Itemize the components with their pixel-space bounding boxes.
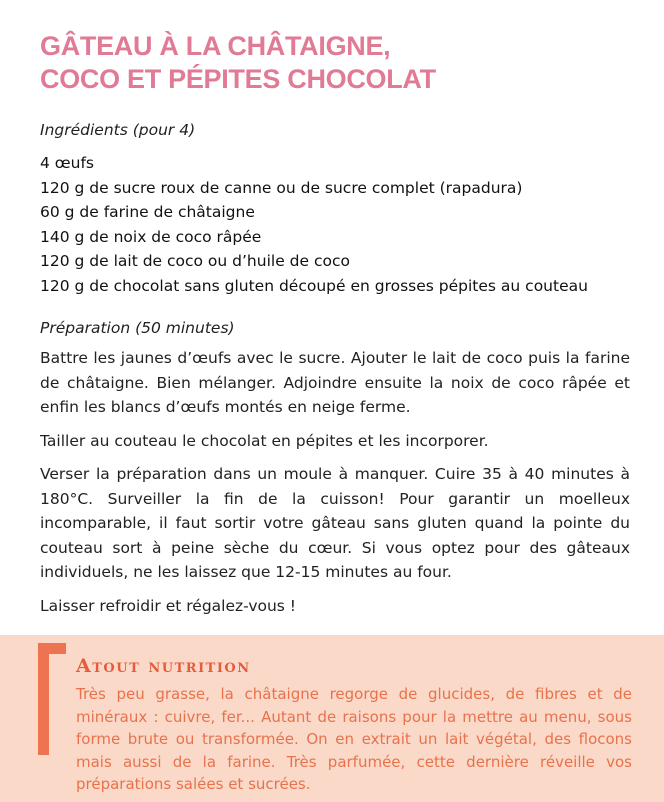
recipe-title (40, 30, 436, 96)
ingredient-item: 120 g de sucre roux de canne ou de sucre complet (rapadura) (40, 178, 523, 197)
preparation-paragraph: Tailler au couteau le chocolat en pépites et les incorporer. (40, 431, 489, 450)
preparation-paragraph: Verser la préparation dans un moule à manquer. Cuire 35 à 40 minutes à 180°C. Surveiller la fin de la cuisson! Pour garantir un moelleux incomparable, il faut sortir votre gâteau sans gluten quand la pointe du couteau sort à peine sèche du cœur. Si vous optez pour des gâteaux individuels, ne les laissez que 12-15 minutes au four. (40, 465, 630, 581)
preparation-heading: Préparation (50 minutes) (40, 319, 235, 337)
bracket-decoration-top (38, 643, 66, 654)
nutrition-title: Atout nutrition (76, 655, 251, 677)
ingredient-item: 140 g de noix de coco râpée (40, 227, 262, 246)
ingredient-item: 60 g de farine de châtaigne (40, 203, 255, 221)
preparation-steps (40, 346, 630, 627)
ingredient-item: 120 g de lait de coco ou d’huile de coco (40, 252, 350, 270)
ingredients-heading: Ingrédients (pour 4) (40, 121, 196, 139)
nutrition-box (0, 635, 664, 802)
recipe-title-line-2: COCO ET PÉPITES CHOCOLAT (40, 64, 436, 94)
bracket-decoration (38, 643, 49, 755)
ingredient-item: 120 g de chocolat sans gluten découpé en grosses pépites au couteau (40, 276, 588, 295)
recipe-title-line-1: GÂTEAU À LA CHÂTAIGNE, (40, 31, 391, 61)
preparation-paragraph: Laisser refroidir et régalez-vous ! (40, 596, 297, 615)
nutrition-text: Très peu grasse, la châtaigne regorge de glucides, de fibres et de minéraux : cuivre, fer... Autant de raisons pour la mettre au menu, sous forme brute ou transformée. On en extrait un lait végétal, des flocons mais aussi de la farine. Très parfumée, cette dernière réveille vos préparations salées et sucrées. (76, 685, 632, 793)
preparation-paragraph: Battre les jaunes d’œufs avec le sucre. Ajouter le lait de coco puis la farine de châtaigne. Bien mélanger. Adjoindre ensuite la noix de coco râpée et enfin les blancs d’œufs montés en neige ferme. (40, 349, 630, 416)
ingredient-item: 4 œufs (40, 154, 95, 172)
ingredients-list (40, 151, 588, 298)
